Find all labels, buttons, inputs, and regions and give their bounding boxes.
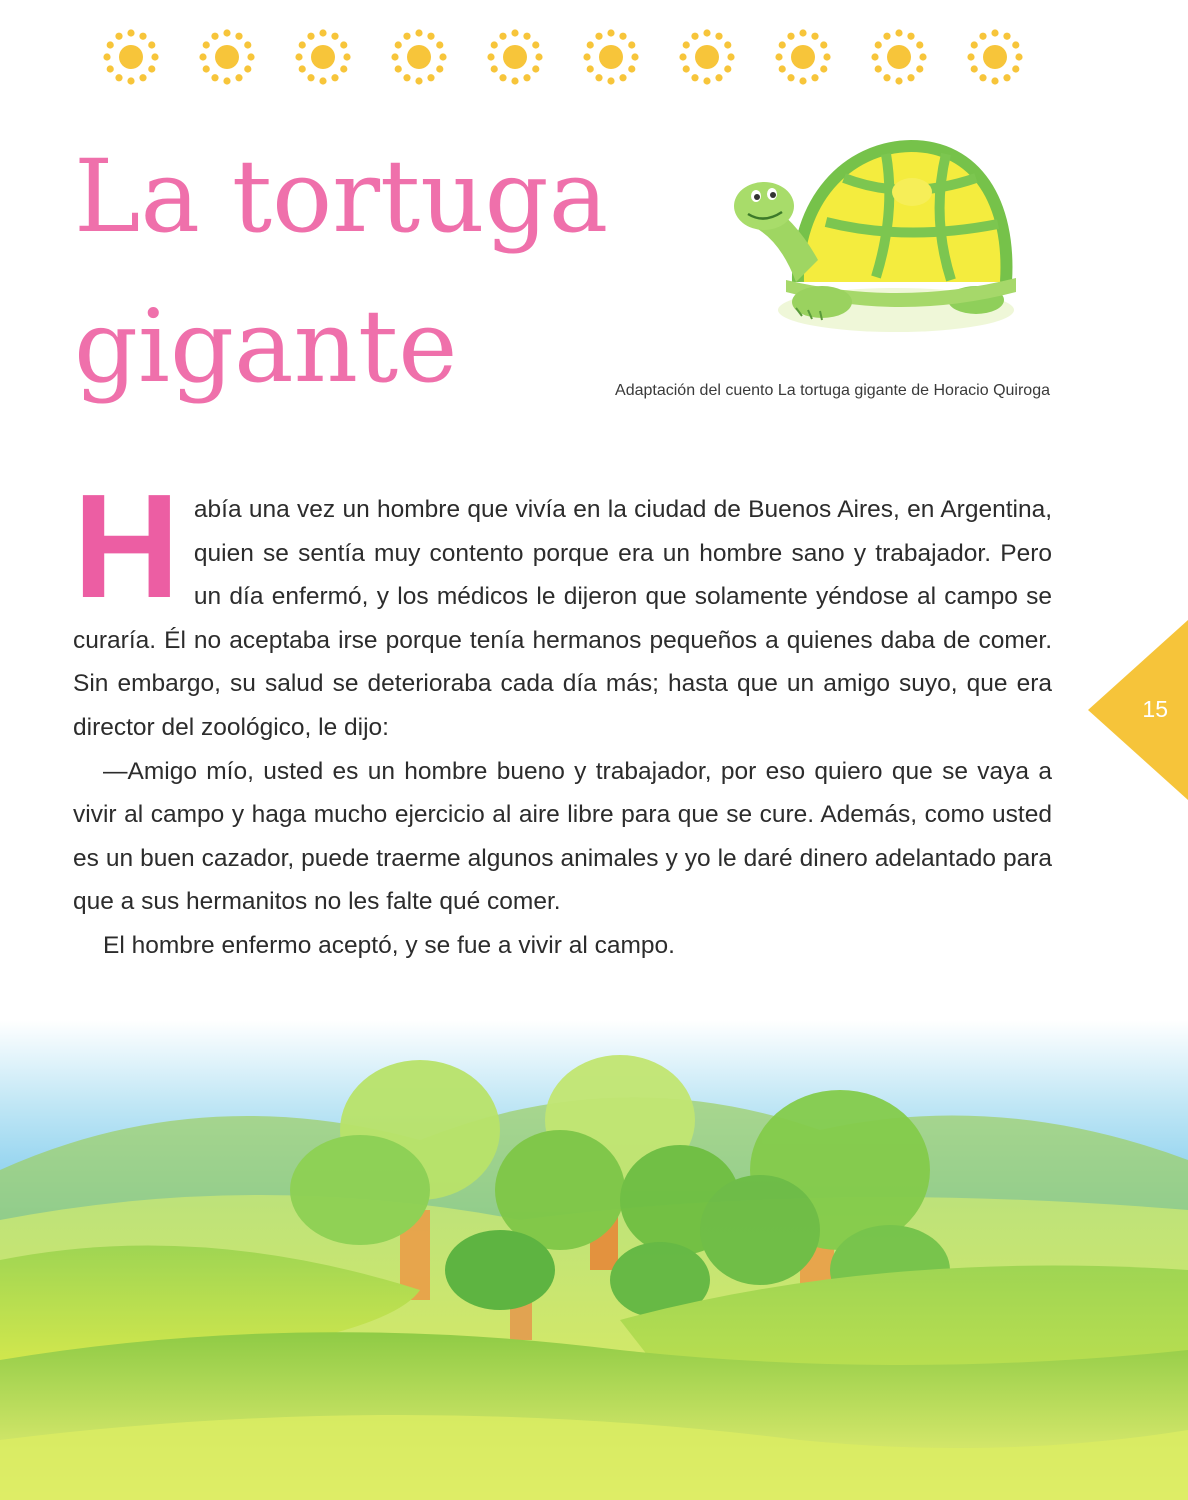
paragraph-3: El hombre enfermo aceptó, y se fue a vivir al campo. [103, 931, 675, 959]
sun-icon [580, 26, 642, 88]
paragraph-2: —Amigo mío, usted es un hombre bueno y trabajador, por eso quiero que se vaya a vivir al campo y haga mucho ejercicio al aire libre para que se cure. Además, como usted es un buen cazador, puede traerme algunos animales y yo le daré dinero adelantado para que a sus hermanitos no les falte qué comer. [73, 757, 1052, 916]
story-title-line-2: gigante [74, 288, 458, 405]
sun-decoration-row [100, 26, 1030, 90]
story-title-line-1: La tortuga [74, 138, 609, 255]
sun-icon [676, 26, 738, 88]
sun-icon [868, 26, 930, 88]
sun-icon [484, 26, 546, 88]
story-title [74, 122, 608, 422]
sun-icon [292, 26, 354, 88]
drop-cap: H [73, 464, 180, 629]
page-number: 15 [1142, 696, 1168, 722]
paragraph-1 [73, 464, 1052, 750]
sun-icon [196, 26, 258, 88]
sun-icon [964, 26, 1026, 88]
sun-icon [100, 26, 162, 88]
countryside-landscape-illustration [0, 1020, 1188, 1500]
story-credit: Adaptación del cuento La tortuga gigante de Horacio Quiroga [615, 382, 1050, 399]
paragraph-1-text: abía una vez un hombre que vivía en la ciudad de Buenos Aires, en Argentina, quien se sentía muy contento porque era un hombre sano y trabajador. Pero un día enfermó, y los médicos le dijeron que solamente yéndose al campo se curaría. Él no aceptaba irse porque tenía hermanos pequeños a quienes daba de comer. Sin embargo, su salud se deterioraba cada día más; hasta que un amigo suyo, que era director del zoológico, le dijo: [73, 496, 1052, 741]
sun-icon [772, 26, 834, 88]
sun-icon [388, 26, 450, 88]
story-body [73, 464, 1052, 968]
turtle-illustration [726, 132, 1022, 340]
